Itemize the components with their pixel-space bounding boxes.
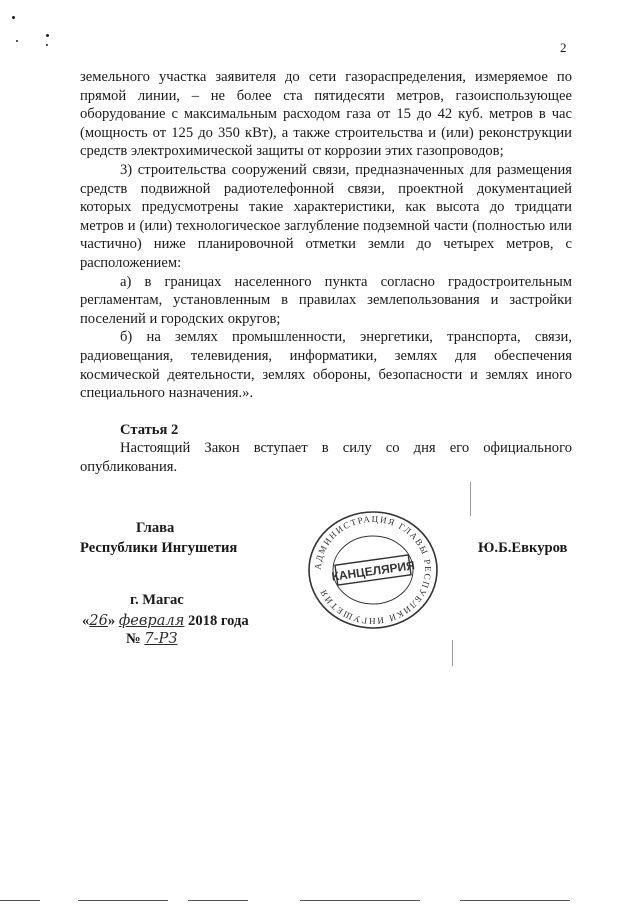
date-close-quote: » <box>107 613 116 629</box>
date-day: 26 <box>89 612 108 629</box>
paragraph-item-a: а) в границах населенного пункта согласно градостроительным регламентам, установленным в правилах землепользования и застройки поселений и городских округов; <box>80 273 572 327</box>
number-value: 7-РЗ <box>144 630 178 647</box>
scan-edge-mark <box>460 900 570 901</box>
article-text: Настоящий Закон вступает в силу со дня его официального опубликования. <box>80 440 572 475</box>
scan-speck <box>12 16 15 19</box>
scan-edge-mark <box>188 900 248 901</box>
stamp-center-text: КАНЦЕЛЯРИЯ <box>330 558 416 584</box>
paragraph-item-3: 3) строительства сооружений связи, предназначенных для размещения средств подвижной радиотелефонной связи, проектной документацией которых предусмотрены такие характеристики, как высота до тридцати метров и (или) технологическое заглубление подземной части (полностью или частично) ниже планировочной отметки земли до четырех метров, с расположением: <box>80 161 572 271</box>
scan-edge-mark <box>300 900 420 901</box>
signing-place: г. Магас <box>130 592 184 608</box>
scan-speck <box>46 34 49 37</box>
page-number: 2 <box>560 40 567 55</box>
date-year: 2018 года <box>188 613 249 629</box>
scan-edge-mark <box>78 900 168 901</box>
stamp-ring-text: АДМИНИСТРАЦИЯ ГЛАВЫ РЕСПУБЛИКИ ИНГУШЕТИЯ <box>312 513 434 627</box>
scan-speck <box>16 40 18 42</box>
date-month: февраля <box>118 612 185 629</box>
law-number <box>126 630 177 648</box>
paragraph-continuation: земельного участка заявителя до сети газораспределения, измеряемое по прямой линии, – не более ста пятидесяти метров, газоиспользующее оборудование с максимальным расходом газа от 15 до 42 куб. метров в час (мощность от 125 до 350 кВт), а также строительства и (или) реконструкции средств электрохимической защиты от коррозии этих газопроводов; <box>80 69 572 160</box>
scan-speck <box>46 44 48 46</box>
official-stamp <box>298 510 448 630</box>
signatory-name: Ю.Б.Евкуров <box>478 540 568 556</box>
document-body <box>80 68 572 476</box>
paragraph-item-b: б) на землях промышленности, энергетики, транспорта, связи, радиовещания, телевидения, информатики, землях для обеспечения космической деятельности, землях обороны, безопасности и землях иного специального назначения.». <box>80 329 572 402</box>
scan-edge-mark <box>0 900 40 901</box>
signature-stroke <box>470 482 471 516</box>
signature-title-line1: Глава <box>136 520 175 536</box>
date-open-quote: « <box>82 613 90 629</box>
signing-date <box>82 612 249 630</box>
article-title: Статья 2 <box>120 421 179 438</box>
signature-title-line2: Республики Ингушетия <box>80 540 238 556</box>
number-prefix: № <box>126 631 141 647</box>
signature-stroke <box>452 640 453 666</box>
